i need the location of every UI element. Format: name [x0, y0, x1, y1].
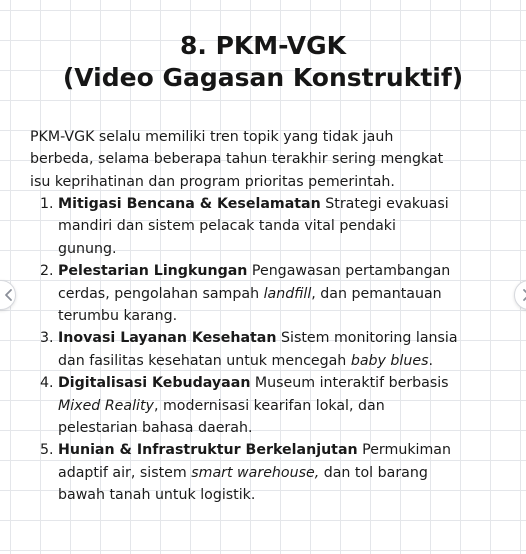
item-text: dan fasilitas kesehatan untuk mencegah [58, 352, 351, 369]
previous-slide-button[interactable] [0, 280, 16, 310]
item-heading: Digitalisasi Kebudayaan [58, 375, 251, 392]
item-emphasis: baby blues [350, 352, 429, 369]
item-line-3: terumbu karang. [58, 308, 178, 325]
intro-line-3: isu keprihatinan dan program prioritas pemerintah. [30, 173, 395, 190]
title-line-2: (Video Gagasan Konstruktif) [62, 63, 464, 92]
item-emphasis: Mixed Reality [58, 397, 154, 414]
item-heading: Pelestarian Lingkungan [58, 263, 248, 280]
item-number: 5. [40, 442, 54, 459]
item-text: Pengawasan pertambangan [247, 263, 451, 280]
item-line-2 [58, 462, 508, 484]
list-item [40, 193, 508, 260]
item-heading: Hunian & Infrastruktur Berkelanjutan [58, 442, 358, 459]
item-line-3: bawah tanah untuk logistik. [58, 487, 256, 504]
chevron-right-icon [519, 288, 526, 302]
item-line-3: pelestarian bahasa daerah. [58, 420, 253, 437]
item-text: Museum interaktif berbasis [250, 375, 449, 392]
item-number: 2. [40, 263, 54, 280]
item-line-1 [58, 439, 508, 461]
item-text: dan tol barang [319, 464, 428, 481]
item-text: Strategi evakuasi [320, 196, 449, 212]
list-item [40, 372, 508, 439]
item-line-1 [58, 327, 508, 349]
item-text: adaptif air, sistem [58, 464, 192, 481]
item-line-2 [58, 283, 508, 305]
item-emphasis: landfill [263, 285, 312, 302]
item-line-1 [58, 260, 508, 282]
chevron-left-icon [2, 288, 16, 302]
page-title [0, 30, 526, 94]
item-line-3: gunung. [58, 240, 117, 257]
intro-paragraph [30, 126, 508, 193]
item-line-2 [58, 350, 508, 372]
item-line-2 [58, 395, 508, 417]
topic-list [40, 193, 508, 507]
item-text: , modernisasi kearifan lokal, dan [153, 397, 385, 414]
item-text: , dan pemantauan [311, 285, 442, 302]
next-slide-button[interactable] [514, 280, 526, 310]
item-text: Sistem monitoring lansia [276, 330, 458, 347]
item-line-1 [58, 372, 508, 394]
item-heading: Mitigasi Bencana & Keselamatan [58, 196, 321, 212]
intro-line-1: PKM-VGK selalu memiliki tren topik yang tidak jauh [30, 129, 394, 145]
item-emphasis: smart warehouse, [191, 464, 320, 481]
item-text: cerdas, pengolahan sampah [58, 285, 264, 302]
item-line-1 [58, 193, 508, 215]
item-text: Permukiman [357, 442, 451, 459]
intro-line-2: berbeda, selama beberapa tahun terakhir sering mengkat [30, 151, 444, 168]
item-number: 1. [40, 196, 54, 212]
title-line-1: 8. PKM-VGK [180, 31, 346, 60]
item-text: . [428, 352, 433, 369]
item-heading: Inovasi Layanan Kesehatan [58, 330, 277, 347]
list-item [40, 260, 508, 327]
list-item [40, 327, 508, 372]
item-number: 4. [40, 375, 54, 392]
list-item [40, 439, 508, 506]
item-line-2: mandiri dan sistem pelacak tanda vital pendaki [58, 218, 396, 235]
item-number: 3. [40, 330, 54, 347]
